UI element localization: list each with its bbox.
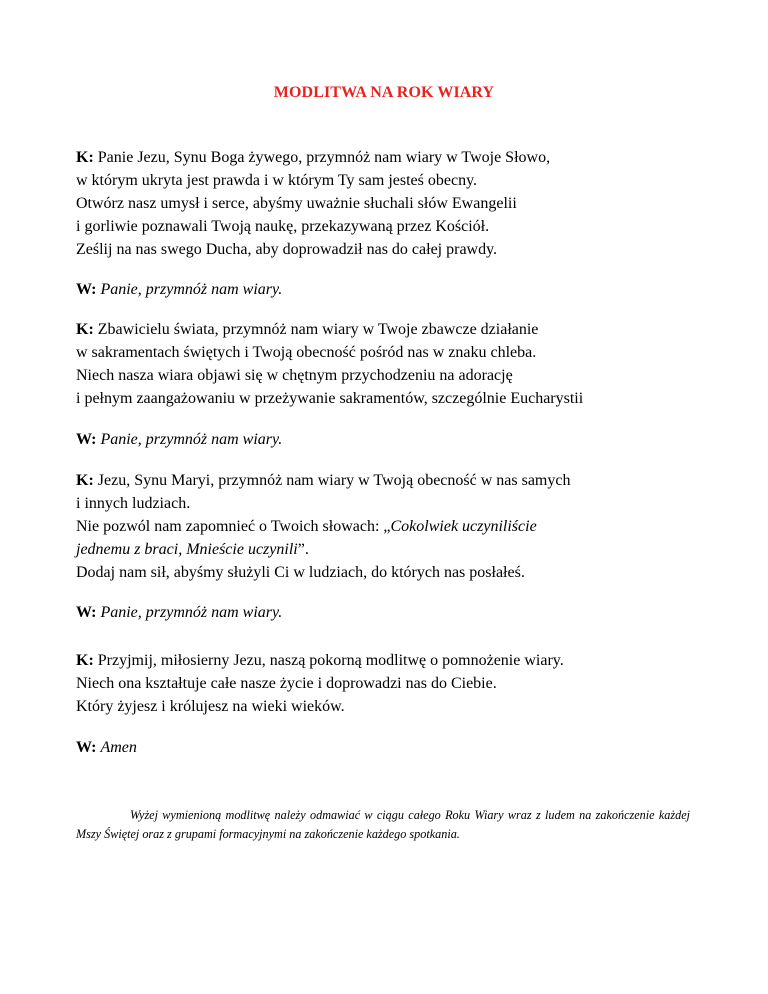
w-label: W: [76,281,97,298]
prayer-text: Zbawicielu świata, przymnóż nam wiary w Twoje zbawcze działanie [97,321,539,338]
response-text: Amen [100,739,137,756]
prayer-line: Który żyjesz i królujesz na wieki wieków. [76,698,345,715]
prayer-text: Nie pozwól nam zapomnieć o Twoich słowach: „ [76,518,391,535]
prayer-section-2 [76,318,696,410]
quote-text: jednemu z braci, Mnieście uczynili [76,541,298,558]
response-line [76,601,696,624]
prayer-text: Przyjmij, miłosierny Jezu, naszą pokorną modlitwę o pomnożenie wiary. [97,652,564,669]
footnote [76,806,690,844]
k-label: K: [76,149,94,166]
prayer-line: Niech ona kształtuje całe nasze życie i doprowadzi nas do Ciebie. [76,675,497,692]
response-4 [76,736,696,759]
document-title: MODLITWA NA ROK WIARY [273,84,495,101]
prayer-line [76,318,696,341]
response-3 [76,601,696,624]
prayer-line: w którym ukryta jest prawda i w którym Ty sam jesteś obecny. [76,172,478,189]
response-text: Panie, przymnóż nam wiary. [100,281,283,298]
k-label: K: [76,652,94,669]
prayer-text: Jezu, Synu Maryi, przymnóż nam wiary w Twoją obecność w nas samych [97,472,571,489]
quote-text: Cokolwiek uczyniliście [390,518,537,535]
prayer-section-1 [76,146,696,261]
prayer-line: w sakramentach świętych i Twoją obecność pośród nas w znaku chleba. [76,344,537,361]
prayer-line: Dodaj nam sił, abyśmy służyli Ci w ludziach, do których nas posłałeś. [76,564,525,581]
prayer-line: Otwórz nasz umysł i serce, abyśmy uważnie słuchali słów Ewangelii [76,195,517,212]
k-label: K: [76,321,94,338]
prayer-line: i pełnym zaangażowaniu w przeżywanie sakramentów, szczególnie Eucharystii [76,390,584,407]
k-label: K: [76,472,94,489]
response-line [76,736,696,759]
prayer-line: Ześlij na nas swego Ducha, aby doprowadził nas do całej prawdy. [76,241,498,258]
response-line [76,428,696,451]
prayer-line [76,469,696,492]
prayer-text: Panie Jezu, Synu Boga żywego, przymnóż nam wiary w Twoje Słowo, [97,149,551,166]
prayer-line [76,538,696,561]
prayer-section-3 [76,469,696,584]
w-label: W: [76,431,97,448]
prayer-line: i innych ludziach. [76,495,191,512]
response-1 [76,278,696,301]
response-2 [76,428,696,451]
response-line [76,278,696,301]
prayer-line [76,146,696,169]
w-label: W: [76,604,97,621]
prayer-section-4 [76,649,696,718]
prayer-line [76,515,696,538]
prayer-line: i gorliwie poznawali Twoją naukę, przekazywaną przez Kościół. [76,218,490,235]
prayer-line: Niech nasza wiara objawi się w chętnym przychodzeniu na adorację [76,367,513,384]
prayer-line [76,649,696,672]
response-text: Panie, przymnóż nam wiary. [100,431,283,448]
footnote-text: Wyżej wymienioną modlitwę należy odmawiać w ciągu całego Roku Wiary wraz z ludem na zakończenie każdej Mszy Świętej oraz z grupami formacyjnymi na zakończenie każdego spotkania. [76,808,690,841]
quote-close: ”. [297,541,309,558]
w-label: W: [76,739,97,756]
response-text: Panie, przymnóż nam wiary. [100,604,283,621]
